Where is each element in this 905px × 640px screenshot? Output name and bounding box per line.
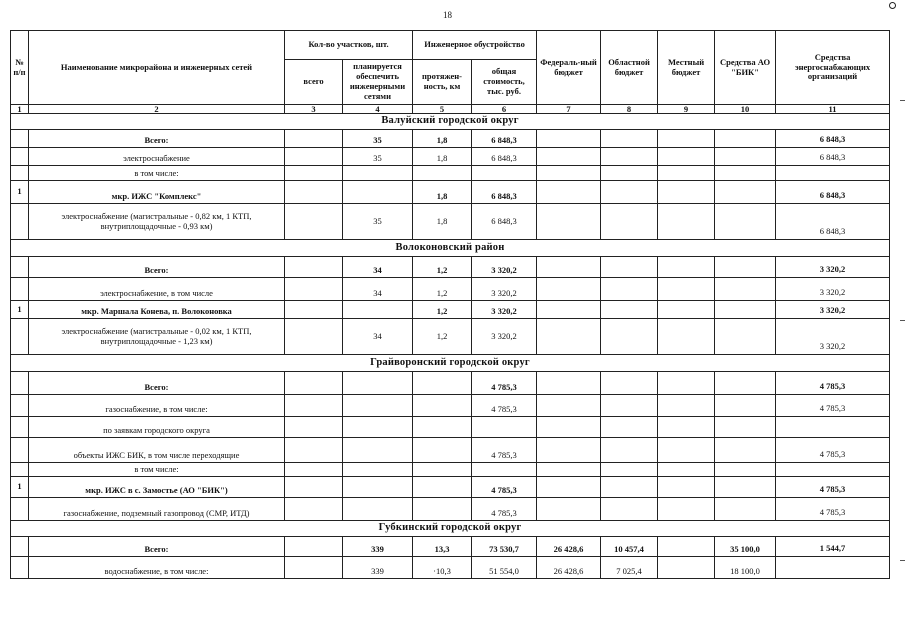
cell-c8	[601, 204, 658, 240]
cell-c8	[601, 498, 658, 521]
cell-c10	[715, 372, 776, 395]
row-name: в том числе:	[29, 463, 285, 477]
column-number: 6	[472, 105, 537, 114]
cell-c5: ·10,3	[413, 557, 472, 579]
cell-c10	[715, 278, 776, 301]
cell-plots-total	[285, 181, 343, 204]
cell-c4: 34	[343, 278, 413, 301]
cell-c11: 3 320,2	[776, 278, 890, 301]
cell-c11: 6 848,3	[776, 181, 890, 204]
row-name: по заявкам городского округа	[29, 417, 285, 438]
cell-plots-total	[285, 148, 343, 166]
cell-c10	[715, 417, 776, 438]
column-number: 11	[776, 105, 890, 114]
table-row	[11, 395, 890, 417]
cell-c9	[658, 148, 715, 166]
cell-c8	[601, 301, 658, 319]
cell-c11	[776, 166, 890, 181]
cell-c11: 3 320,2	[776, 301, 890, 319]
table-row	[11, 181, 890, 204]
header-name: Наименование микрорайона и инженерных сетей	[29, 31, 285, 105]
header-local: Местный бюджет	[658, 31, 715, 105]
cell-c11: 1 544,7	[776, 537, 890, 557]
cell-c10	[715, 477, 776, 498]
row-name: объекты ИЖС БИК, в том числе переходящие	[29, 438, 285, 463]
cell-c8	[601, 372, 658, 395]
header-num: № п/п	[11, 31, 29, 105]
cell-c8	[601, 257, 658, 278]
cell-c7	[537, 395, 601, 417]
cell-c11: 6 848,3	[776, 204, 890, 240]
cell-c8	[601, 148, 658, 166]
table-row	[11, 319, 890, 355]
cell-plots-total	[285, 257, 343, 278]
scan-edge-tick	[900, 100, 905, 101]
row-number	[11, 319, 29, 355]
cell-plots-total	[285, 395, 343, 417]
row-number	[11, 257, 29, 278]
header-plots-planned: планируется обеспечить инженерными сетями	[343, 60, 413, 105]
cell-c6: 4 785,3	[472, 395, 537, 417]
table-row	[11, 166, 890, 181]
cell-c5: 1,2	[413, 257, 472, 278]
cell-c10	[715, 148, 776, 166]
cell-c6: 6 848,3	[472, 130, 537, 148]
cell-c6: 73 530,7	[472, 537, 537, 557]
table-body	[11, 31, 890, 579]
cell-c10: 18 100,0	[715, 557, 776, 579]
cell-c9	[658, 477, 715, 498]
cell-c11	[776, 463, 890, 477]
cell-c4	[343, 181, 413, 204]
header-engineering-group: Инженерное обустройство	[413, 31, 537, 60]
row-name: Всего:	[29, 537, 285, 557]
cell-c7	[537, 372, 601, 395]
cell-c6: 6 848,3	[472, 181, 537, 204]
table-row	[11, 557, 890, 579]
cell-plots-total	[285, 438, 343, 463]
cell-c8	[601, 463, 658, 477]
section-title: Грайворонский городской округ	[11, 355, 890, 372]
column-number: 4	[343, 105, 413, 114]
cell-c9	[658, 557, 715, 579]
cell-c10: 35 100,0	[715, 537, 776, 557]
cell-c5	[413, 417, 472, 438]
table-row	[11, 463, 890, 477]
cell-c8	[601, 130, 658, 148]
cell-c10	[715, 498, 776, 521]
cell-c5: 1,2	[413, 301, 472, 319]
cell-c4	[343, 301, 413, 319]
cell-c9	[658, 130, 715, 148]
cell-c7: 26 428,6	[537, 557, 601, 579]
column-number: 1	[11, 105, 29, 114]
cell-c7	[537, 301, 601, 319]
cell-c6: 3 320,2	[472, 278, 537, 301]
row-number	[11, 278, 29, 301]
table-row	[11, 301, 890, 319]
cell-c11	[776, 417, 890, 438]
cell-c4	[343, 463, 413, 477]
header-eng-length: протяжен-ность, км	[413, 60, 472, 105]
table-row	[11, 278, 890, 301]
cell-c7	[537, 278, 601, 301]
column-number: 9	[658, 105, 715, 114]
cell-c7	[537, 181, 601, 204]
cell-c9	[658, 438, 715, 463]
header-row	[11, 31, 890, 60]
cell-c7: 26 428,6	[537, 537, 601, 557]
cell-c10	[715, 204, 776, 240]
cell-plots-total	[285, 130, 343, 148]
cell-c5	[413, 166, 472, 181]
cell-c10	[715, 319, 776, 355]
row-number	[11, 463, 29, 477]
cell-c9	[658, 181, 715, 204]
section-title: Губкинский городской округ	[11, 521, 890, 537]
row-name: мкр. Маршала Конева, п. Волоконовка	[29, 301, 285, 319]
table-row	[11, 130, 890, 148]
header-energy: Средства энергоснабжающих организаций	[776, 31, 890, 105]
cell-c9	[658, 301, 715, 319]
cell-c9	[658, 166, 715, 181]
cell-c10	[715, 181, 776, 204]
row-name: мкр. ИЖС в с. Замостье (АО "БИК")	[29, 477, 285, 498]
cell-c9	[658, 319, 715, 355]
cell-c5	[413, 438, 472, 463]
cell-plots-total	[285, 166, 343, 181]
column-number-row	[11, 105, 890, 114]
cell-c10	[715, 166, 776, 181]
scan-corner-mark	[889, 2, 896, 9]
row-number	[11, 537, 29, 557]
cell-c9	[658, 463, 715, 477]
cell-c7	[537, 166, 601, 181]
cell-c6	[472, 463, 537, 477]
row-number	[11, 417, 29, 438]
cell-c5	[413, 463, 472, 477]
column-number: 7	[537, 105, 601, 114]
cell-c7	[537, 498, 601, 521]
header-bik: Средства АО "БИК"	[715, 31, 776, 105]
cell-c8	[601, 438, 658, 463]
cell-c4	[343, 395, 413, 417]
row-number: 1	[11, 301, 29, 319]
cell-c9	[658, 372, 715, 395]
row-number	[11, 204, 29, 240]
section-header-row	[11, 240, 890, 257]
column-number: 2	[29, 105, 285, 114]
cell-c4: 35	[343, 148, 413, 166]
table-row	[11, 477, 890, 498]
cell-c9	[658, 417, 715, 438]
cell-c10	[715, 395, 776, 417]
cell-c6: 4 785,3	[472, 498, 537, 521]
cell-plots-total	[285, 204, 343, 240]
row-number	[11, 557, 29, 579]
cell-c4: 34	[343, 319, 413, 355]
cell-c8	[601, 181, 658, 204]
cell-c8	[601, 319, 658, 355]
cell-c7	[537, 148, 601, 166]
cell-c6	[472, 417, 537, 438]
cell-c6: 4 785,3	[472, 372, 537, 395]
cell-plots-total	[285, 301, 343, 319]
page-number: 18	[443, 10, 452, 20]
cell-c7	[537, 319, 601, 355]
cell-c7	[537, 438, 601, 463]
cell-plots-total	[285, 537, 343, 557]
cell-c11: 4 785,3	[776, 477, 890, 498]
cell-plots-total	[285, 557, 343, 579]
cell-plots-total	[285, 463, 343, 477]
cell-c11: 6 848,3	[776, 148, 890, 166]
row-name: Всего:	[29, 130, 285, 148]
header-eng-cost: общая стоимость, тыс. руб.	[472, 60, 537, 105]
scan-edge-tick	[900, 560, 905, 561]
table-row	[11, 257, 890, 278]
cell-c5: 13,3	[413, 537, 472, 557]
cell-c11: 3 320,2	[776, 257, 890, 278]
header-regional: Областной бюджет	[601, 31, 658, 105]
header-plots-group: Кол-во участков, шт.	[285, 31, 413, 60]
cell-c4: 34	[343, 257, 413, 278]
table-row	[11, 417, 890, 438]
cell-plots-total	[285, 498, 343, 521]
scan-edge-tick	[900, 320, 905, 321]
cell-c6: 6 848,3	[472, 204, 537, 240]
cell-plots-total	[285, 372, 343, 395]
cell-c6: 4 785,3	[472, 438, 537, 463]
cell-c4: 339	[343, 557, 413, 579]
cell-c7	[537, 477, 601, 498]
cell-c9	[658, 537, 715, 557]
row-number	[11, 130, 29, 148]
cell-c4: 339	[343, 537, 413, 557]
cell-c8: 7 025,4	[601, 557, 658, 579]
cell-c11: 4 785,3	[776, 372, 890, 395]
cell-c8	[601, 166, 658, 181]
row-name: Всего:	[29, 257, 285, 278]
table-row	[11, 498, 890, 521]
budget-table	[10, 30, 890, 579]
cell-c4: 35	[343, 204, 413, 240]
section-header-row	[11, 355, 890, 372]
section-header-row	[11, 114, 890, 130]
cell-c5: 1,8	[413, 181, 472, 204]
cell-c7	[537, 417, 601, 438]
cell-c4	[343, 438, 413, 463]
cell-c7	[537, 257, 601, 278]
cell-c7	[537, 463, 601, 477]
cell-c7	[537, 130, 601, 148]
row-name: электроснабжение, в том числе	[29, 278, 285, 301]
cell-c10	[715, 301, 776, 319]
cell-c5	[413, 477, 472, 498]
cell-c5	[413, 372, 472, 395]
row-name: электроснабжение (магистральные - 0,82 км, 1 КТП, внутриплощадочные - 0,93 км)	[29, 204, 285, 240]
cell-c6	[472, 166, 537, 181]
cell-c9	[658, 257, 715, 278]
cell-c9	[658, 278, 715, 301]
cell-c9	[658, 204, 715, 240]
row-number	[11, 148, 29, 166]
cell-c5: 1,8	[413, 130, 472, 148]
table-row	[11, 148, 890, 166]
cell-c4: 35	[343, 130, 413, 148]
cell-plots-total	[285, 417, 343, 438]
cell-c5: 1,8	[413, 204, 472, 240]
row-name: водоснабжение, в том числе:	[29, 557, 285, 579]
cell-c11: 4 785,3	[776, 498, 890, 521]
cell-c11: 4 785,3	[776, 438, 890, 463]
table-row	[11, 372, 890, 395]
cell-c6: 3 320,2	[472, 257, 537, 278]
row-number	[11, 438, 29, 463]
table-row	[11, 204, 890, 240]
cell-c11: 3 320,2	[776, 319, 890, 355]
cell-c8	[601, 278, 658, 301]
cell-c9	[658, 498, 715, 521]
cell-c6: 4 785,3	[472, 477, 537, 498]
table-row	[11, 438, 890, 463]
cell-c5: 1,2	[413, 319, 472, 355]
cell-c10	[715, 438, 776, 463]
cell-plots-total	[285, 278, 343, 301]
cell-c4	[343, 166, 413, 181]
row-name: Всего:	[29, 372, 285, 395]
cell-c6: 6 848,3	[472, 148, 537, 166]
cell-c7	[537, 204, 601, 240]
cell-c11: 6 848,3	[776, 130, 890, 148]
cell-c6: 51 554,0	[472, 557, 537, 579]
cell-c11: 4 785,3	[776, 395, 890, 417]
row-name: газоснабжение, подземный газопровод (СМР, ИТД)	[29, 498, 285, 521]
row-name: в том числе:	[29, 166, 285, 181]
cell-c8	[601, 417, 658, 438]
header-federal: Федераль-ный бюджет	[537, 31, 601, 105]
row-number	[11, 498, 29, 521]
cell-plots-total	[285, 477, 343, 498]
column-number: 5	[413, 105, 472, 114]
cell-c10	[715, 463, 776, 477]
cell-c9	[658, 395, 715, 417]
row-name: электроснабжение (магистральные - 0,02 км, 1 КТП, внутриплощадочные - 1,23 км)	[29, 319, 285, 355]
cell-c8	[601, 477, 658, 498]
cell-c5	[413, 498, 472, 521]
cell-c10	[715, 130, 776, 148]
cell-c4	[343, 477, 413, 498]
table-row	[11, 537, 890, 557]
row-number	[11, 395, 29, 417]
cell-c5	[413, 395, 472, 417]
column-number: 3	[285, 105, 343, 114]
cell-c8: 10 457,4	[601, 537, 658, 557]
cell-c11	[776, 557, 890, 579]
header-plots-total: всего	[285, 60, 343, 105]
row-name: мкр. ИЖС "Комплекс"	[29, 181, 285, 204]
cell-c6: 3 320,2	[472, 319, 537, 355]
cell-c4	[343, 417, 413, 438]
row-number	[11, 372, 29, 395]
column-number: 10	[715, 105, 776, 114]
row-number: 1	[11, 477, 29, 498]
row-number	[11, 166, 29, 181]
row-number: 1	[11, 181, 29, 204]
cell-c4	[343, 372, 413, 395]
cell-c8	[601, 395, 658, 417]
cell-c10	[715, 257, 776, 278]
section-title: Валуйский городской округ	[11, 114, 890, 130]
cell-c5: 1,2	[413, 278, 472, 301]
cell-c4	[343, 498, 413, 521]
section-header-row	[11, 521, 890, 537]
column-number: 8	[601, 105, 658, 114]
row-name: электроснабжение	[29, 148, 285, 166]
row-name: газоснабжение, в том числе:	[29, 395, 285, 417]
cell-plots-total	[285, 319, 343, 355]
cell-c6: 3 320,2	[472, 301, 537, 319]
cell-c5: 1,8	[413, 148, 472, 166]
section-title: Волоконовский район	[11, 240, 890, 257]
